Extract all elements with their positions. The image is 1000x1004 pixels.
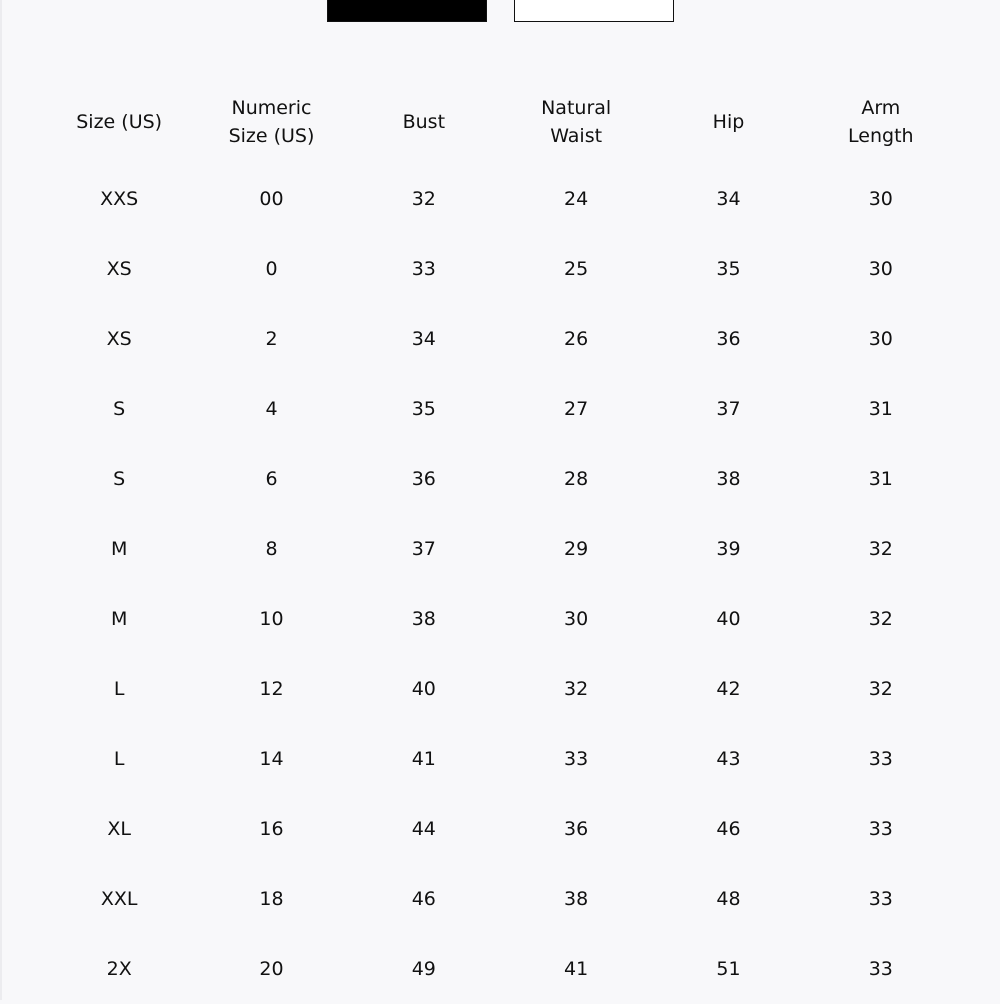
- table-row: [43, 864, 957, 934]
- table-row: [43, 654, 957, 724]
- cell-bust: 46: [411, 888, 436, 910]
- table-row: [43, 374, 957, 444]
- header-line: Size (US): [228, 125, 315, 147]
- header-hip: [652, 80, 804, 164]
- cell-arm-length: 30: [868, 328, 893, 350]
- cell-arm-length: 33: [868, 958, 893, 980]
- cell-arm-length: 31: [868, 398, 893, 420]
- cell-arm-length: 33: [868, 748, 893, 770]
- cell-arm-length: 30: [868, 258, 893, 280]
- cell-size-us: XS: [106, 328, 132, 350]
- header-line: Length: [848, 125, 914, 147]
- cell-natural-waist: 28: [564, 468, 589, 490]
- table-row: [43, 584, 957, 654]
- cell-natural-waist: 33: [564, 748, 589, 770]
- cell-bust: 38: [411, 608, 436, 630]
- header-line: Size (US): [76, 111, 163, 133]
- cell-size-us: 2X: [106, 958, 132, 980]
- cell-natural-waist: 25: [564, 258, 589, 280]
- cell-arm-length: 32: [868, 538, 893, 560]
- cell-arm-length: 32: [868, 678, 893, 700]
- cell-numeric-size: 8: [265, 538, 278, 560]
- cell-bust: 36: [411, 468, 436, 490]
- cell-bust: 41: [411, 748, 436, 770]
- cell-numeric-size: 16: [259, 818, 284, 840]
- cell-bust: 34: [411, 328, 436, 350]
- cell-arm-length: 33: [868, 818, 893, 840]
- header-numeric-size: [195, 80, 347, 164]
- cell-bust: 32: [411, 188, 436, 210]
- cell-natural-waist: 38: [564, 888, 589, 910]
- cell-numeric-size: 2: [265, 328, 278, 350]
- cell-size-us: M: [110, 538, 128, 560]
- cell-size-us: L: [113, 678, 125, 700]
- cell-size-us: S: [113, 398, 126, 420]
- cell-size-us: XL: [107, 818, 131, 840]
- header-line: Hip: [712, 111, 745, 133]
- cell-numeric-size: 12: [259, 678, 284, 700]
- size-chart-table: [43, 80, 957, 1004]
- table-row: [43, 304, 957, 374]
- cell-hip: 40: [716, 608, 741, 630]
- table-row: [43, 794, 957, 864]
- cell-size-us: XXL: [100, 888, 138, 910]
- size-chart-header: [43, 80, 957, 164]
- table-row: [43, 724, 957, 794]
- cell-numeric-size: 0: [265, 258, 278, 280]
- cell-natural-waist: 32: [564, 678, 589, 700]
- cell-bust: 37: [411, 538, 436, 560]
- cell-arm-length: 30: [868, 188, 893, 210]
- cell-size-us: XS: [106, 258, 132, 280]
- cell-hip: 38: [716, 468, 741, 490]
- cell-numeric-size: 00: [259, 188, 284, 210]
- cell-natural-waist: 27: [564, 398, 589, 420]
- header-line: Waist: [550, 125, 603, 147]
- table-row: [43, 164, 957, 234]
- size-chart-body: [43, 164, 957, 1004]
- cell-numeric-size: 10: [259, 608, 284, 630]
- cell-numeric-size: 6: [265, 468, 278, 490]
- cell-natural-waist: 29: [564, 538, 589, 560]
- cell-bust: 40: [411, 678, 436, 700]
- cell-hip: 39: [716, 538, 741, 560]
- cell-hip: 42: [716, 678, 741, 700]
- cell-natural-waist: 24: [564, 188, 589, 210]
- cell-bust: 35: [411, 398, 436, 420]
- cell-hip: 36: [716, 328, 741, 350]
- unit-toggle: [0, 0, 1000, 24]
- cell-numeric-size: 20: [259, 958, 284, 980]
- header-row: [43, 80, 957, 164]
- header-line: Numeric: [231, 97, 312, 119]
- table-row: [43, 234, 957, 304]
- header-bust: [348, 80, 500, 164]
- cell-arm-length: 31: [868, 468, 893, 490]
- cell-size-us: M: [110, 608, 128, 630]
- cell-natural-waist: 36: [564, 818, 589, 840]
- page-edge: [0, 0, 2, 1000]
- cell-hip: 34: [716, 188, 741, 210]
- cell-hip: 46: [716, 818, 741, 840]
- header-arm-length: [805, 80, 957, 164]
- cell-hip: 51: [716, 958, 741, 980]
- table-row: [43, 444, 957, 514]
- table-row: [43, 514, 957, 584]
- header-line: Natural: [541, 97, 612, 119]
- inches-button[interactable]: [327, 0, 487, 22]
- cell-natural-waist: 30: [564, 608, 589, 630]
- cell-hip: 43: [716, 748, 741, 770]
- cell-bust: 49: [411, 958, 436, 980]
- cell-bust: 33: [411, 258, 436, 280]
- cell-bust: 44: [411, 818, 436, 840]
- cell-size-us: L: [113, 748, 125, 770]
- table-row: [43, 934, 957, 1004]
- header-line: Bust: [402, 111, 446, 133]
- cell-natural-waist: 41: [564, 958, 589, 980]
- header-size-us: [43, 80, 195, 164]
- cell-hip: 48: [716, 888, 741, 910]
- cell-arm-length: 33: [868, 888, 893, 910]
- header-line: Arm: [861, 97, 901, 119]
- cell-size-us: XXS: [100, 188, 139, 210]
- cell-numeric-size: 4: [265, 398, 278, 420]
- cell-numeric-size: 18: [259, 888, 284, 910]
- cell-hip: 37: [716, 398, 741, 420]
- cell-size-us: S: [113, 468, 126, 490]
- cell-natural-waist: 26: [564, 328, 589, 350]
- header-natural-waist: [500, 80, 652, 164]
- cell-arm-length: 32: [868, 608, 893, 630]
- cm-button[interactable]: [514, 0, 674, 22]
- cell-numeric-size: 14: [259, 748, 284, 770]
- cell-hip: 35: [716, 258, 741, 280]
